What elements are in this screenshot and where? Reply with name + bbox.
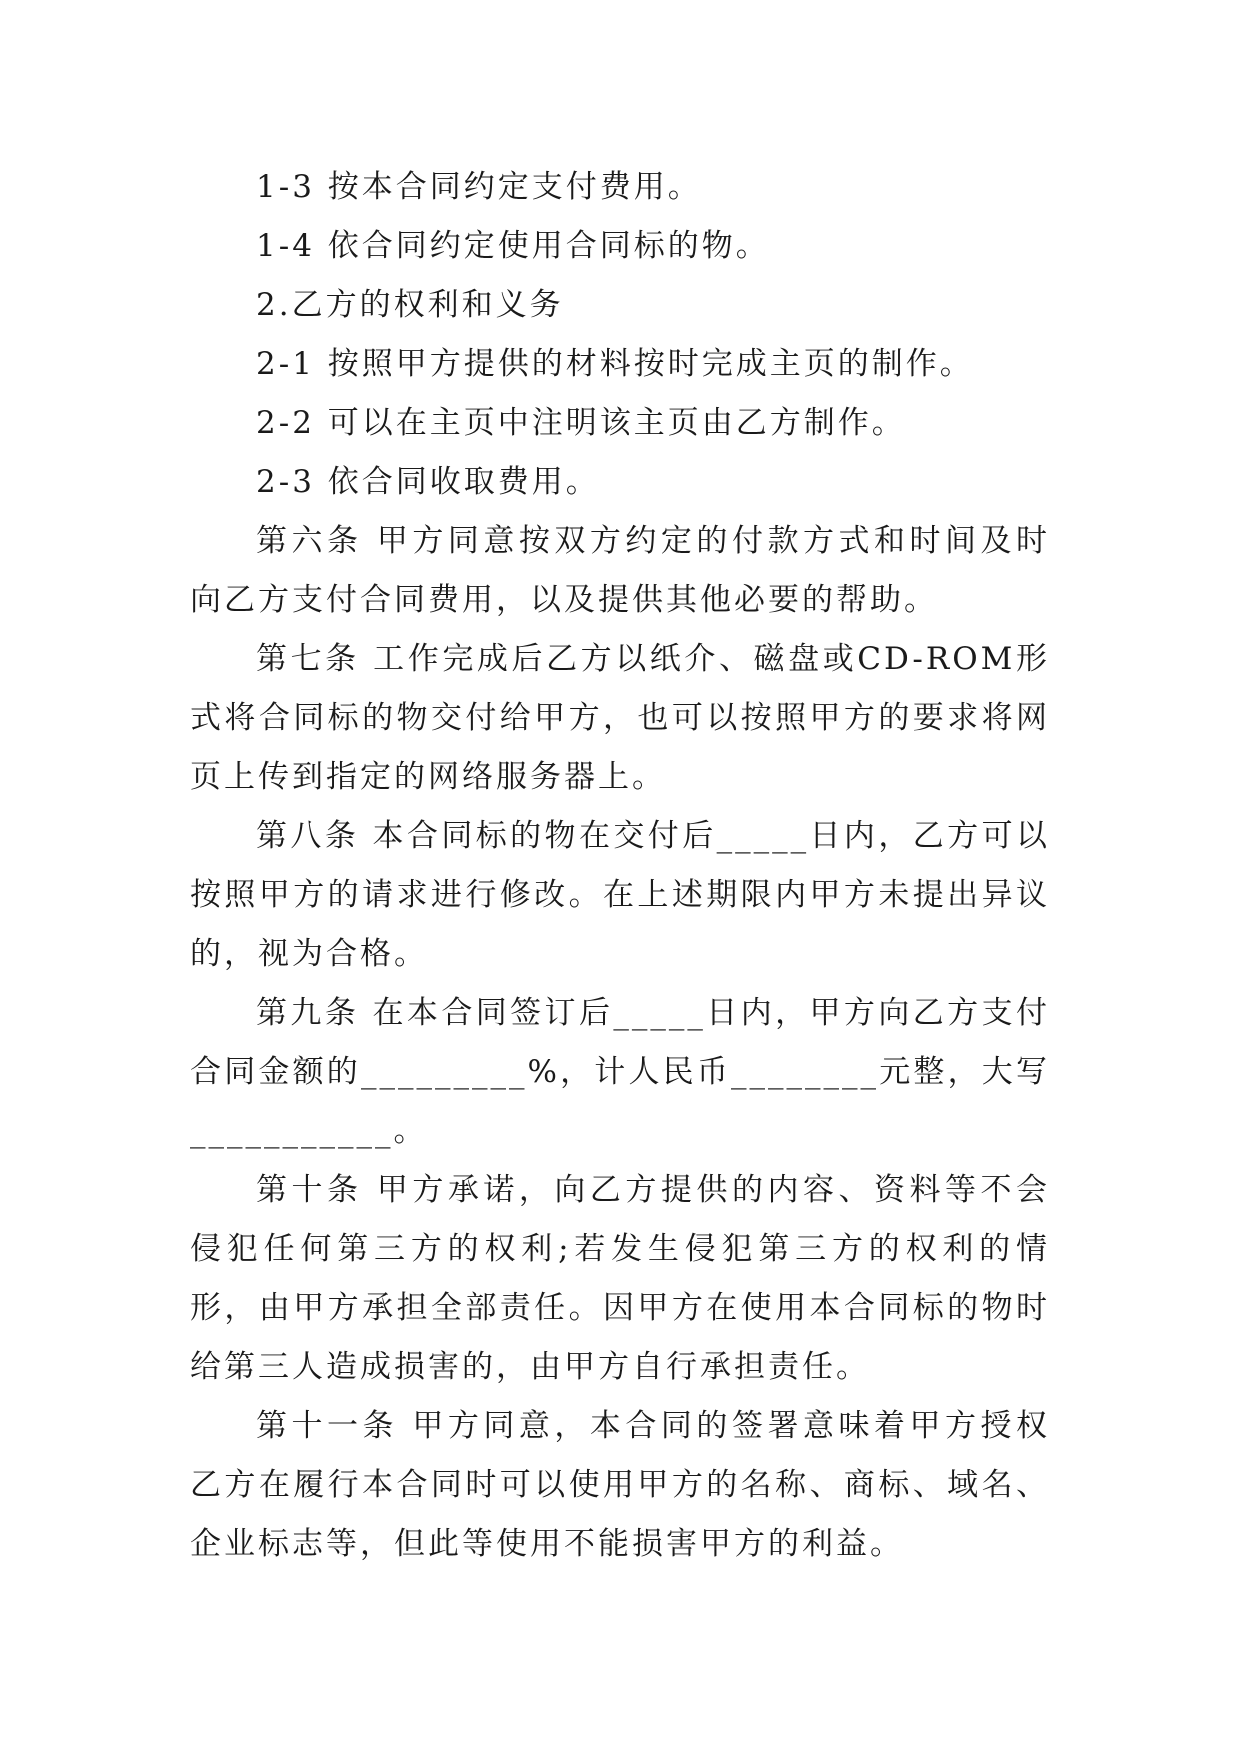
article-7: 第七条 工作完成后乙方以纸介、磁盘或CD-ROM形式将合同标的物交付给甲方，也可以按照甲方的要求将网页上传到指定的网络服务器上。 (190, 641, 1050, 795)
article-6: 第六条 甲方同意按双方约定的付款方式和时间及时向乙方支付合同费用，以及提供其他必要的帮助。 (190, 523, 1050, 618)
document-body (190, 158, 1050, 1574)
article-10: 第十条 甲方承诺，向乙方提供的内容、资料等不会侵犯任何第三方的权利;若发生侵犯第三方的权利的情形，由甲方承担全部责任。因甲方在使用本合同标的物时给第三人造成损害的，由甲方自行承担责任。 (190, 1172, 1050, 1385)
article-9: 第九条 在本合同签订后_____日内，甲方向乙方支付合同金额的_________%，计人民币________元整，大写___________。 (190, 995, 1050, 1149)
article-11: 第十一条 甲方同意，本合同的签署意味着甲方授权乙方在履行本合同时可以使用甲方的名称、商标、域名、企业标志等，但此等使用不能损害甲方的利益。 (190, 1408, 1050, 1562)
article-8: 第八条 本合同标的物在交付后_____日内，乙方可以按照甲方的请求进行修改。在上述期限内甲方未提出异议的，视为合格。 (190, 818, 1050, 972)
clause-1-3: 1-3 按本合同约定支付费用。 (256, 169, 702, 205)
clause-2-1: 2-1 按照甲方提供的材料按时完成主页的制作。 (256, 346, 974, 382)
clause-2-2: 2-2 可以在主页中注明该主页由乙方制作。 (256, 405, 906, 441)
section-heading-party-b: 2.乙方的权利和义务 (256, 287, 564, 323)
clause-1-4: 1-4 依合同约定使用合同标的物。 (256, 228, 770, 264)
clause-2-3: 2-3 依合同收取费用。 (256, 464, 600, 500)
